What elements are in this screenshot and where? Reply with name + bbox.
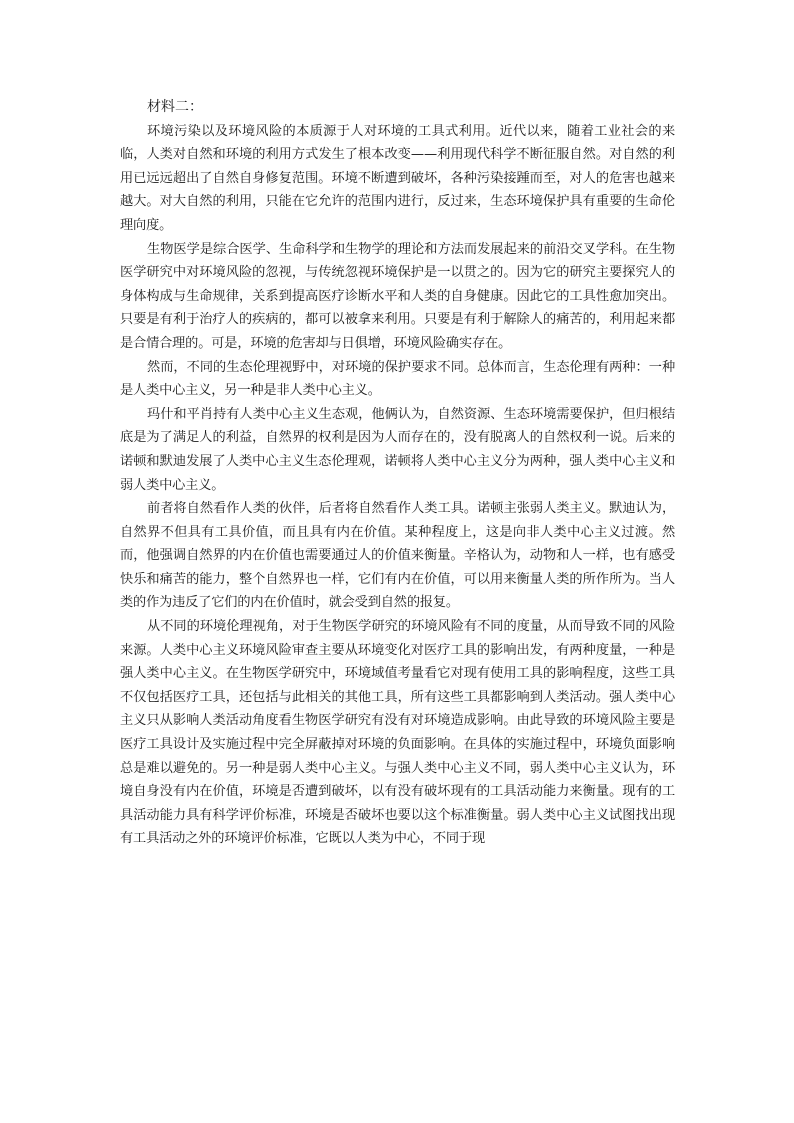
document-page (120, 96, 675, 851)
section-heading: 材料二： (147, 99, 203, 115)
paragraph-6: 从不同的环境伦理视角，对于生物医学研究的环境风险有不同的度量，从而导致不同的风险来源。人类中心主义环境风险审查主要从环境变化对医疗工具的影响出发，有两种度量，一种是强人类中心主义。在生物医学研究中，环境域值考量看它对现有使用工具的影响程度，这些工具不仅包括医疗工具，还包括与此相关的其他工具，所有这些工具都影响到人类活动。强人类中心主义只从影响人类活动角度看生物医学研究有没有对环境造成影响。由此导致的环境风险主要是医疗工具设计及实施过程中完全屏蔽掉对环境的负面影响。在具体的实施过程中，环境负面影响总是难以避免的。另一种是弱人类中心主义。与强人类中心主义不同，弱人类中心主义认为，环境自身没有内在价值，环境是否遭到破坏，以有没有破坏现有的工具活动能力来衡量。现有的工具活动能力具有科学评价标准，环境是否破坏也要以这个标准衡量。弱人类中心主义试图找出现有工具活动之外的环境评价标准，它既以人类为中心，不同于现 (120, 619, 675, 847)
paragraph-4: 玛什和平肖持有人类中心主义生态观，他俩认为，自然资源、生态环境需要保护，但归根结底是为了满足人的利益，自然界的权利是因为人而存在的，没有脱离人的自然权利一说。后来的诺顿和默迪发展了人类中心主义生态伦理观，诺顿将人类中心主义分为两种，强人类中心主义和弱人类中心主义。 (120, 406, 675, 493)
paragraph-2: 生物医学是综合医学、生命科学和生物学的理论和方法而发展起来的前沿交叉学科。在生物医学研究中对环境风险的忽视，与传统忽视环境保护是一以贯之的。因为它的研究主要探究人的身体构成与生命规律，关系到提高医疗诊断水平和人类的自身健康。因此它的工具性愈加突出。只要是有利于治疗人的疾病的，都可以被拿来利用。只要是有利于解除人的痛苦的，利用起来都是合情合理的。可是，环境的危害却与日俱增，环境风险确实存在。 (120, 241, 675, 351)
paragraph-1: 环境污染以及环境风险的本质源于人对环境的工具式利用。近代以来，随着工业社会的来临，人类对自然和环境的利用方式发生了根本改变——利用现代科学不断征服自然。对自然的利用已远远超出了自然自身修复范围。环境不断遭到破坏，各种污染接踵而至，对人的危害也越来越大。对大自然的利用，只能在它允许的范围内进行，反过来，生态环境保护具有重要的生命伦理向度。 (120, 123, 675, 233)
paragraph-5: 前者将自然看作人类的伙伴，后者将自然看作人类工具。诺顿主张弱人类主义。默迪认为，自然界不但具有工具价值，而且具有内在价值。某种程度上，这是向非人类中心主义过渡。然而，他强调自然界的内在价值也需要通过人的价值来衡量。辛格认为，动物和人一样，也有感受快乐和痛苦的能力，整个自然界也一样，它们有内在价值，可以用来衡量人类的所作所为。当人类的作为违反了它们的内在价值时，就会受到自然的报复。 (120, 501, 675, 611)
paragraph-3: 然而，不同的生态伦理视野中，对环境的保护要求不同。总体而言，生态伦理有两种：一种是人类中心主义，另一种是非人类中心主义。 (120, 359, 675, 399)
